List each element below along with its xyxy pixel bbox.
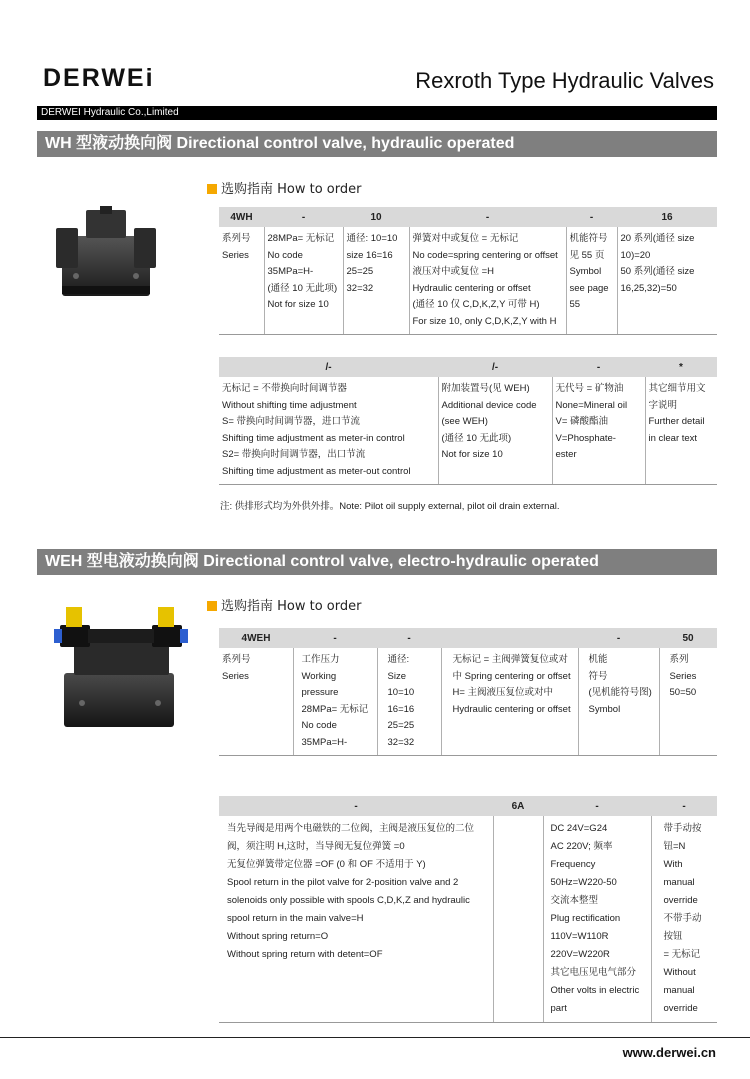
weh-valve-photo [54,603,189,731]
col-header: /- [219,357,438,377]
wh-order-table-2 [219,357,717,485]
col-header: - [543,796,651,816]
col-header: - [293,628,377,648]
table-row [219,377,717,485]
subheading-how-to-order: 选购指南 How to order [207,595,361,614]
cell-series-code: 20 系列(通径 size 10)=20 50 系列(通径 size 16,25,32)=50 [617,227,717,335]
table-row [219,227,717,335]
page-title: Rexroth Type Hydraulic Valves [415,68,714,93]
footer-divider [0,1037,750,1038]
weh-order-table-1 [219,628,717,756]
table-header-row [219,796,717,816]
col-header: - [264,207,343,227]
section-heading-wh: WH 型液动换向阀 Directional control valve, hydraulic operated [37,131,717,157]
cell-series: 系列号 Series [219,227,264,335]
cell-symbol: 机能 符号 (见机能符号图) Symbol [578,648,659,756]
cell-pressure: 工作压力 Working pressure 28MPa= 无标记 No code 35MPa=H- [293,648,377,756]
table-header-row [219,357,717,377]
cell-centering: 无标记 = 主阀弹簧复位或对 中 Spring centering or offset H= 主阀液压复位或对中 Hydraulic centering or offset [441,648,578,756]
col-header [441,628,578,648]
cell-pressure: 28MPa= 无标记 No code 35MPa=H- (通径 10 无此项) Not for size 10 [264,227,343,335]
col-header: - [552,357,645,377]
cell-series-code: 系列 Series 50=50 [659,648,717,756]
cell-6a [493,816,543,1023]
table-row [219,816,717,1023]
col-header: - [566,207,617,227]
wh-valve-photo [56,206,156,302]
bullet-square-icon [207,601,217,611]
cell-spool-return: 当先导阀是用两个电磁铁的二位阀，主阀是液压复位的二位 阀，须注明 H,这时，当导阀无复位弹簧 =0 无复位弹簧带定位器 =OF (0 和 OF 不适用于 Y) Spool return in the pilot valve for 2-position valve and 2 solenoids only possible with spools C,D,K,Z and hydraulic spool return in the main valve=H Without spring return=O Without spring return with detent=OF [219,816,493,1023]
cell-further-detail: 其它细节用文 字说明 Further detail in clear text [645,377,717,485]
cell-series: 系列号 Series [219,648,293,756]
table-row [219,648,717,756]
col-header: 6A [493,796,543,816]
section-heading-weh: WEH 型电液动换向阀 Directional control valve, electro-hydraulic operated [37,549,717,575]
cell-symbol: 机能符号 见 55 页 Symbol see page 55 [566,227,617,335]
col-header: - [409,207,566,227]
company-name: DERWEI Hydraulic Co.,Limited [41,107,179,118]
col-header: 10 [343,207,409,227]
cell-additional-device: 附加装置号(见 WEH) Additional device code (see WEH) (通径 10 无此项) Not for size 10 [438,377,552,485]
brand-logo: DERWEi [43,64,155,92]
col-header: - [651,796,717,816]
cell-voltage: DC 24V=G24 AC 220V; 频率 Frequency 50Hz=W220-50 交流本整型 Plug rectification 110V=W110R 220V=W220R 其它电压见电气部分 Other volts in electric part [543,816,651,1023]
subheading-how-to-order: 选购指南 How to order [207,178,361,197]
footnote-pilot-oil: 注: 供排形式均为外供外排。Note: Pilot oil supply external, pilot oil drain external. [220,501,560,512]
col-header: 4WEH [219,628,293,648]
cell-size: 通径: Size 10=10 16=16 25=25 32=32 [377,648,441,756]
cell-manual-override: 带手动按 钮=N With manual override 不带手动 按钮 = 无标记 Without manual override [651,816,717,1023]
col-header: - [377,628,441,648]
weh-order-table-2 [219,796,717,1023]
col-header: * [645,357,717,377]
col-header: 16 [617,207,717,227]
website-link[interactable]: www.derwei.cn [622,1045,716,1060]
col-header: 50 [659,628,717,648]
cell-oil: 无代号 = 矿物油 None=Mineral oil V= 磷酸酯油 V=Phosphate- ester [552,377,645,485]
cell-shifting-time: 无标记 = 不带换向时间调节器 Without shifting time adjustment S= 带换向时间调节器，进口节流 Shifting time adjustment as meter-in control S2= 带换向时间调节器，出口节流 Shifting time adjustment as meter-out control [219,377,438,485]
cell-centering: 弹簧对中或复位 = 无标记 No code=spring centering or offset 液压对中或复位 =H Hydraulic centering or offset (通径 10 仅 C,D,K,Z,Y 可带 H) For size 10, only C,D,K,Z,Y with H [409,227,566,335]
cell-size: 通径: 10=10 size 16=16 25=25 32=32 [343,227,409,335]
col-header: - [219,796,493,816]
bullet-square-icon [207,184,217,194]
table-header-row [219,628,717,648]
col-header: 4WH [219,207,264,227]
table-header-row [219,207,717,227]
col-header: - [578,628,659,648]
col-header: /- [438,357,552,377]
wh-order-table-1 [219,207,717,335]
